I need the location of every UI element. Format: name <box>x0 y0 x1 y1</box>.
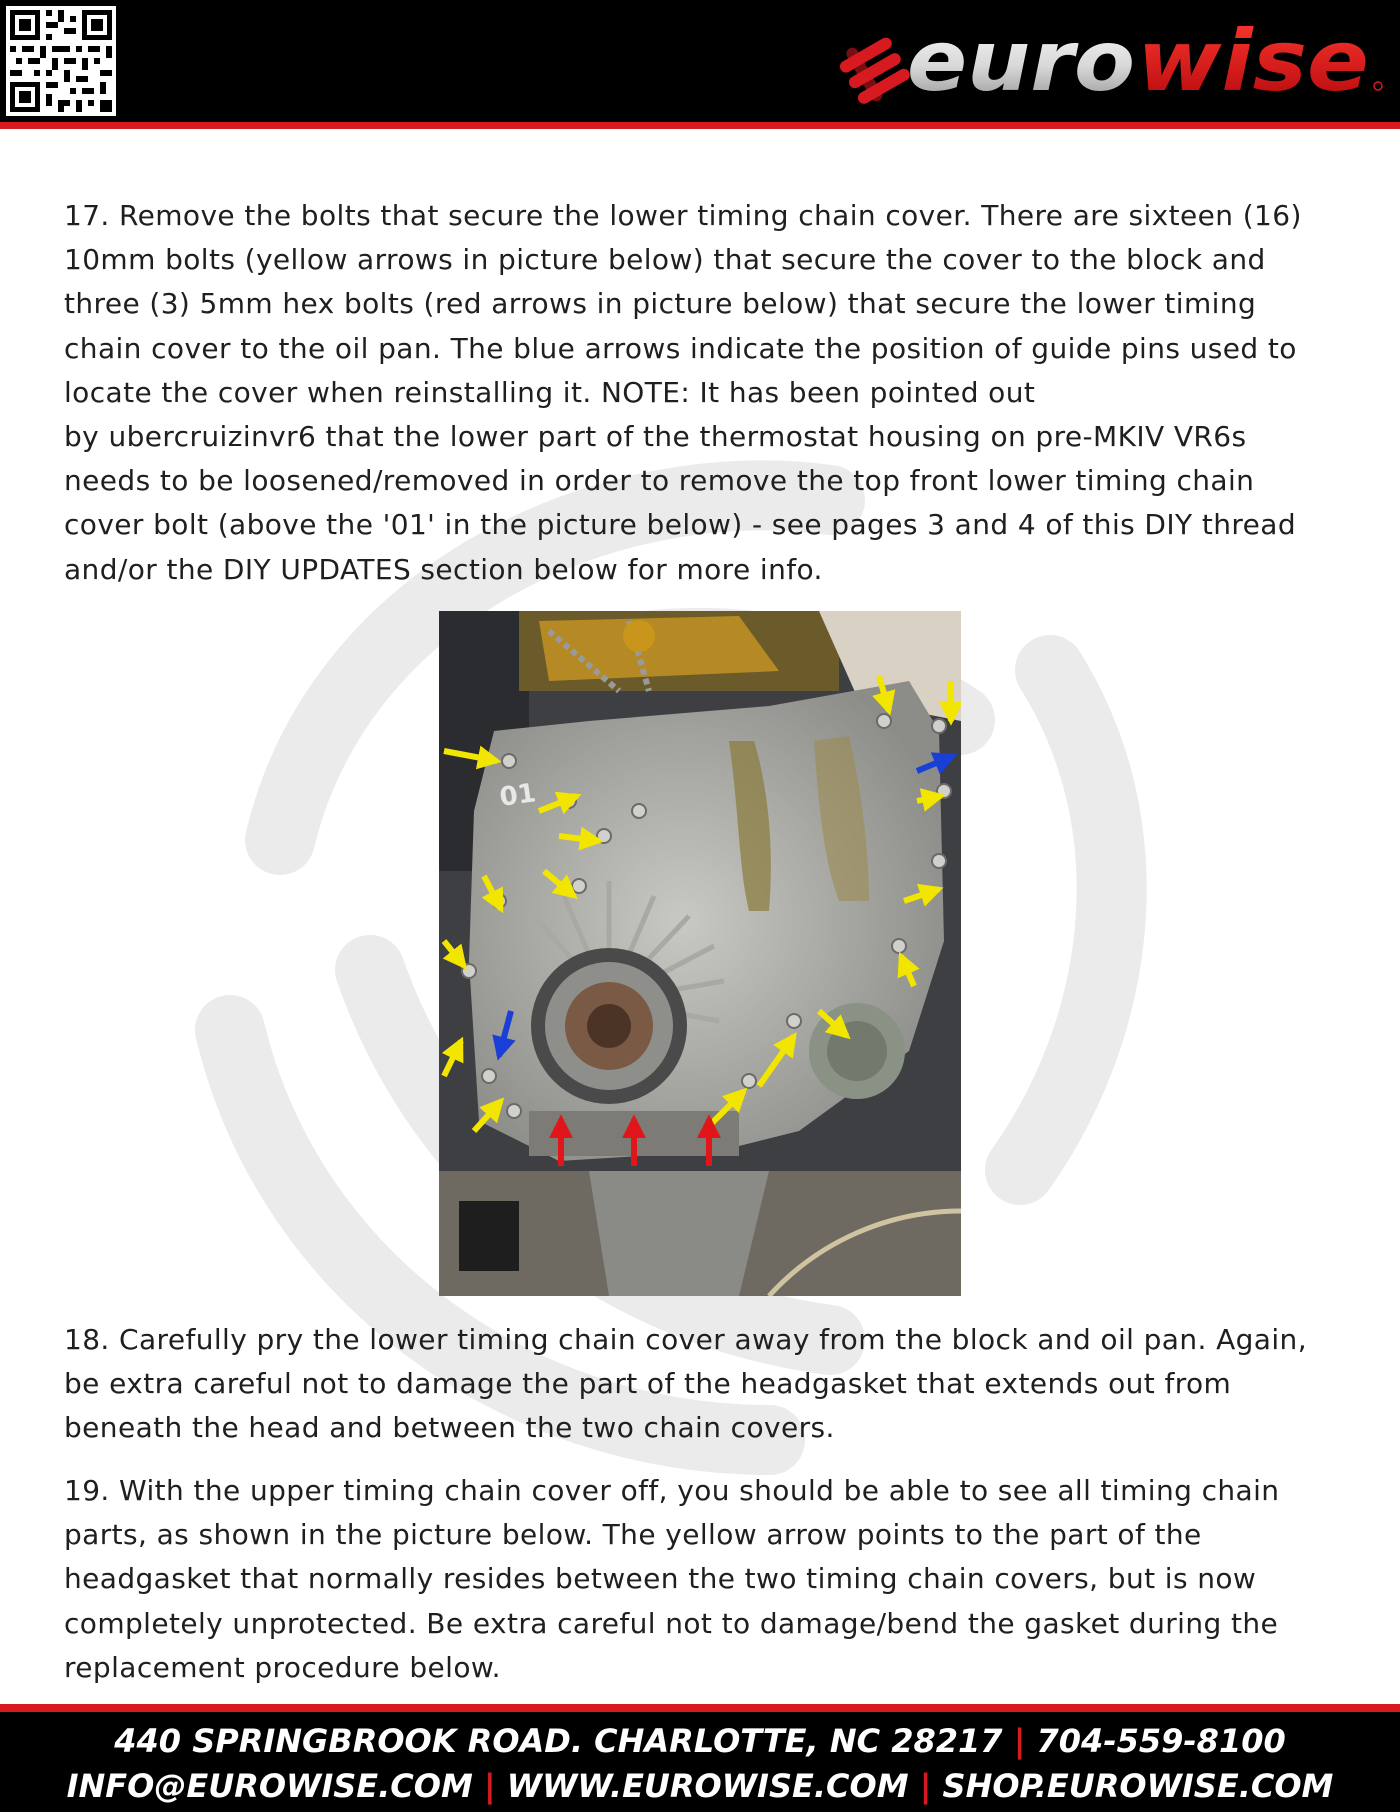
step-19-line: 19. With the upper timing chain cover off, you should be able to see all timing chain <box>64 1474 1280 1507</box>
step-17-line: and/or the DIY UPDATES section below for more info. <box>64 552 823 586</box>
eurowise-logo <box>835 14 1385 110</box>
step-19-line: replacement procedure below. <box>64 1650 501 1684</box>
svg-text:euro: euro <box>907 14 1135 110</box>
timing-chain-cover-photo <box>439 611 961 1296</box>
step-17-line: 17. Remove the bolts that secure the lower timing chain cover. There are sixteen (16) <box>64 199 1302 232</box>
step-17-line: by ubercruizinvr6 that the lower part of the thermostat housing on pre-MKIV VR6s <box>64 420 1247 454</box>
logo-emblem-icon <box>835 28 914 109</box>
qr-code-icon <box>6 6 116 116</box>
step-18-paragraph <box>64 1318 1344 1451</box>
footer-contact-line <box>0 1722 1400 1760</box>
footer-separator: | <box>1013 1722 1026 1760</box>
footer-email-link[interactable]: INFO@EUROWISE.COM <box>66 1767 473 1805</box>
step-17-line: cover bolt (above the '01' in the picture below) - see pages 3 and 4 of this DIY thread <box>64 508 1297 542</box>
step-18-line: beneath the head and between the two chain covers. <box>64 1411 835 1445</box>
step-17-line: 10mm bolts (yellow arrows in picture below) that secure the cover to the block and <box>64 243 1266 277</box>
step-19-paragraph <box>64 1469 1344 1690</box>
step-17-line: three (3) 5mm hex bolts (red arrows in picture below) that secure the lower timing <box>64 287 1257 321</box>
step-17-line: locate the cover when reinstalling it. NOTE: It has been pointed out <box>64 375 1036 409</box>
footer-divider <box>0 1704 1400 1712</box>
step-19-line: parts, as shown in the picture below. The yellow arrow points to the part of the <box>64 1518 1202 1552</box>
footer-website-link[interactable]: WWW.EUROWISE.COM <box>506 1767 909 1805</box>
footer-separator: | <box>483 1767 496 1805</box>
step-18-line: 18. Carefully pry the lower timing chain cover away from the block and oil pan. Again, <box>64 1323 1307 1356</box>
step-17-line: needs to be loosened/removed in order to remove the top front lower timing chain <box>64 464 1255 498</box>
header-divider <box>0 122 1400 129</box>
footer-separator: | <box>919 1767 932 1805</box>
step-17-paragraph <box>64 194 1344 592</box>
step-19-line: headgasket that normally resides between the two timing chain covers, but is now <box>64 1562 1257 1596</box>
photo-01-marking: 01 <box>497 778 538 813</box>
footer-links-line <box>0 1767 1400 1805</box>
step-17-line: chain cover to the oil pan. The blue arrows indicate the position of guide pins used to <box>64 331 1297 365</box>
step-18-line: be extra careful not to damage the part of the headgasket that extends out from <box>64 1367 1232 1401</box>
footer-phone-link[interactable]: 704-559-8100 <box>1036 1722 1286 1760</box>
page-header <box>0 0 1400 122</box>
footer-shop-link[interactable]: SHOP.EUROWISE.COM <box>942 1767 1334 1805</box>
svg-text:wise: wise <box>1137 14 1369 110</box>
step-19-line: completely unprotected. Be extra careful not to damage/bend the gasket during the <box>64 1606 1279 1640</box>
footer-address: 440 SPRINGBROOK ROAD. CHARLOTTE, NC 28217 <box>114 1722 1003 1760</box>
